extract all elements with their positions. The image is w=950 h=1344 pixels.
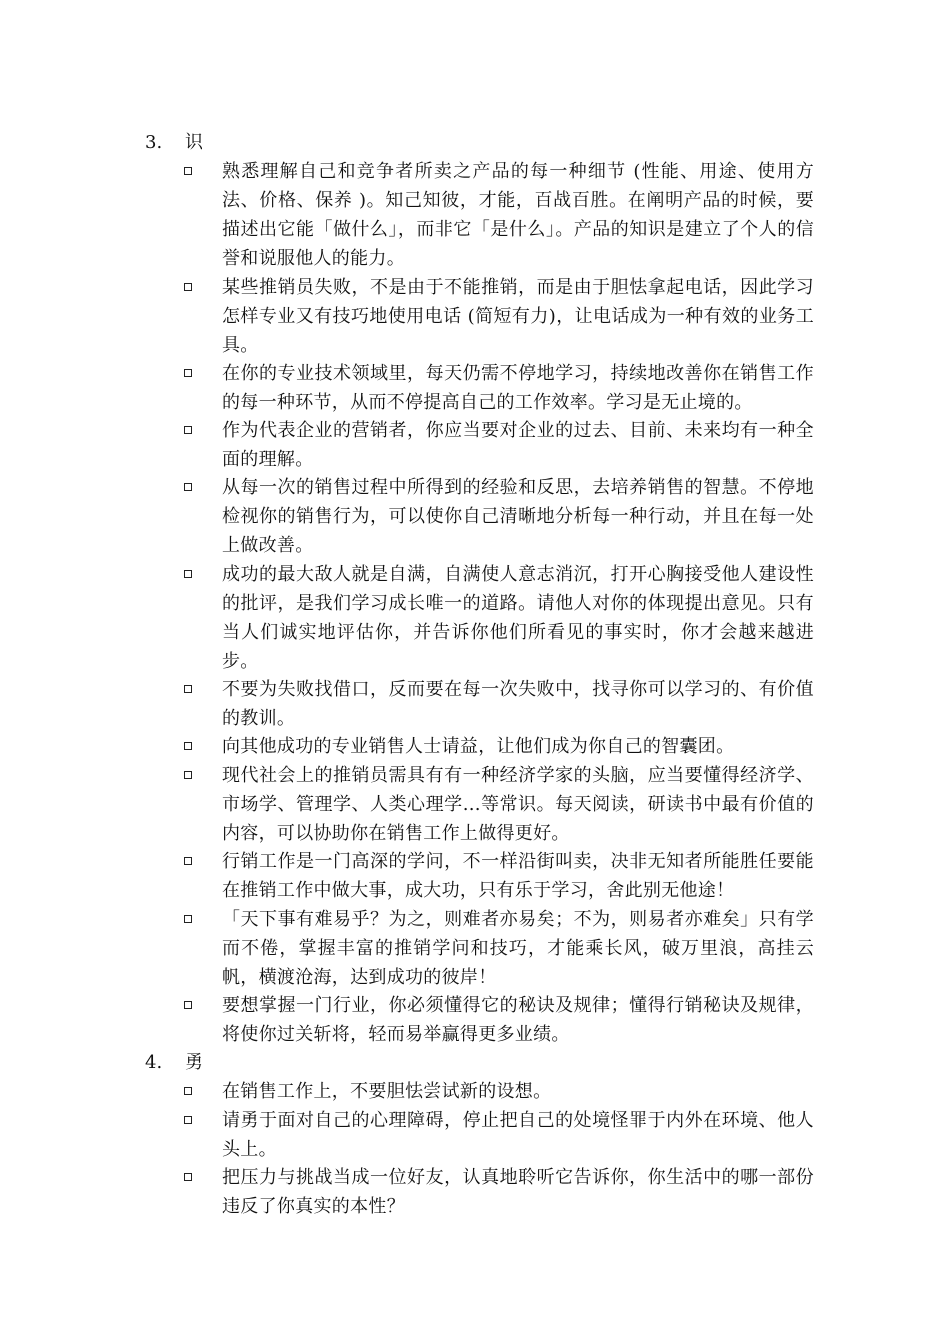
list-item-text: 请勇于面对自己的心理障碍，停止把自己的处境怪罪于内外在环境、他人头上。 — [222, 1110, 814, 1160]
square-bullet-icon — [184, 1173, 192, 1181]
list-item — [178, 157, 814, 273]
list-item — [178, 359, 814, 417]
square-bullet-icon — [184, 369, 192, 377]
square-bullet-icon — [184, 283, 192, 291]
list-item-text: 某些推销员失败，不是由于不能推销，而是由于胆怯拿起电话，因此学习怎样专业又有技巧地使用电话 (简短有力)，让电话成为一种有效的业务工具。 — [222, 277, 814, 356]
square-bullet-icon — [184, 570, 192, 578]
square-bullet-icon — [184, 742, 192, 750]
list-item-text: 向其他成功的专业销售人士请益，让他们成为你自己的智囊团。 — [222, 736, 735, 757]
list-item — [178, 1106, 814, 1164]
list-item-text: 不要为失败找借口，反而要在每一次失败中，找寻你可以学习的、有价值的教训。 — [222, 679, 814, 729]
list-item — [178, 273, 814, 360]
list-item-text: 在你的专业技术领域里，每天仍需不停地学习，持续地改善你在销售工作的每一种环节，从而不停提高自己的工作效率。学习是无止境的。 — [222, 363, 814, 413]
list-item-text: 要想掌握一门行业，你必须懂得它的秘诀及规律；懂得行销秘诀及规律，将使你过关斩将，轻而易举赢得更多业绩。 — [222, 995, 814, 1045]
list-item-text: 成功的最大敌人就是自满，自满使人意志消沉，打开心胸接受他人建设性的批评，是我们学习成长唯一的道路。请他人对你的体现提出意见。只有当人们诚实地评估你，并告诉你他们所看见的事实时，你才会越来越进步。 — [222, 564, 814, 672]
list-item-text: 熟悉理解自己和竞争者所卖之产品的每一种细节 (性能、用途、使用方法、价格、保养 )。知己知彼，才能，百战百胜。在阐明产品的时候，要描述出它能「做什么」，而非它「是什么」。产品的知识是建立了个人的信誉和说服他人的能力。 — [222, 161, 814, 269]
list-item — [178, 560, 814, 676]
list-item-text: 行销工作是一门高深的学问，不一样沿街叫卖，决非无知者所能胜任要能在推销工作中做大事，成大功，只有乐于学习，舍此别无他途！ — [222, 851, 814, 901]
square-bullet-icon — [184, 1001, 192, 1009]
section-number: 3. — [145, 132, 163, 153]
square-bullet-icon — [184, 483, 192, 491]
square-bullet-icon — [184, 771, 192, 779]
list-item — [178, 675, 814, 733]
list-item-text: 从每一次的销售过程中所得到的经验和反思，去培养销售的智慧。不停地检视你的销售行为，可以使你自己清晰地分析每一种行动，并且在每一处上做改善。 — [222, 477, 814, 556]
list-item-text: 「天下事有难易乎？为之，则难者亦易矣；不为，则易者亦难矣」只有学而不倦，掌握丰富的推销学问和技巧，才能乘长风，破万里浪，高挂云帆，横渡沧海，达到成功的彼岸！ — [222, 909, 814, 988]
list-item — [178, 905, 814, 992]
section-title: 识 — [185, 132, 203, 153]
square-bullet-icon — [184, 857, 192, 865]
square-bullet-icon — [184, 1087, 192, 1095]
section-heading-4 — [145, 1048, 203, 1077]
list-item — [178, 1077, 814, 1106]
section-heading-3 — [145, 128, 203, 157]
square-bullet-icon — [184, 167, 192, 175]
section-number: 4. — [145, 1052, 163, 1073]
list-item — [178, 1163, 814, 1221]
list-item — [178, 991, 814, 1049]
square-bullet-icon — [184, 685, 192, 693]
list-item-text: 作为代表企业的营销者，你应当要对企业的过去、目前、未来均有一种全面的理解。 — [222, 420, 814, 470]
list-item — [178, 847, 814, 905]
list-item — [178, 732, 814, 761]
square-bullet-icon — [184, 915, 192, 923]
list-item-text: 现代社会上的推销员需具有有一种经济学家的头脑，应当要懂得经济学、市场学、管理学、人类心理学…等常识。每天阅读，研读书中最有价值的内容，可以协助你在销售工作上做得更好。 — [222, 765, 814, 844]
list-item-text: 在销售工作上，不要胆怯尝试新的设想。 — [222, 1081, 552, 1102]
square-bullet-icon — [184, 1116, 192, 1124]
list-item — [178, 473, 814, 560]
list-item — [178, 761, 814, 848]
section-title: 勇 — [185, 1052, 203, 1073]
square-bullet-icon — [184, 426, 192, 434]
list-item-text: 把压力与挑战当成一位好友，认真地聆听它告诉你，你生活中的哪一部份违反了你真实的本性？ — [222, 1167, 814, 1217]
list-item — [178, 416, 814, 474]
